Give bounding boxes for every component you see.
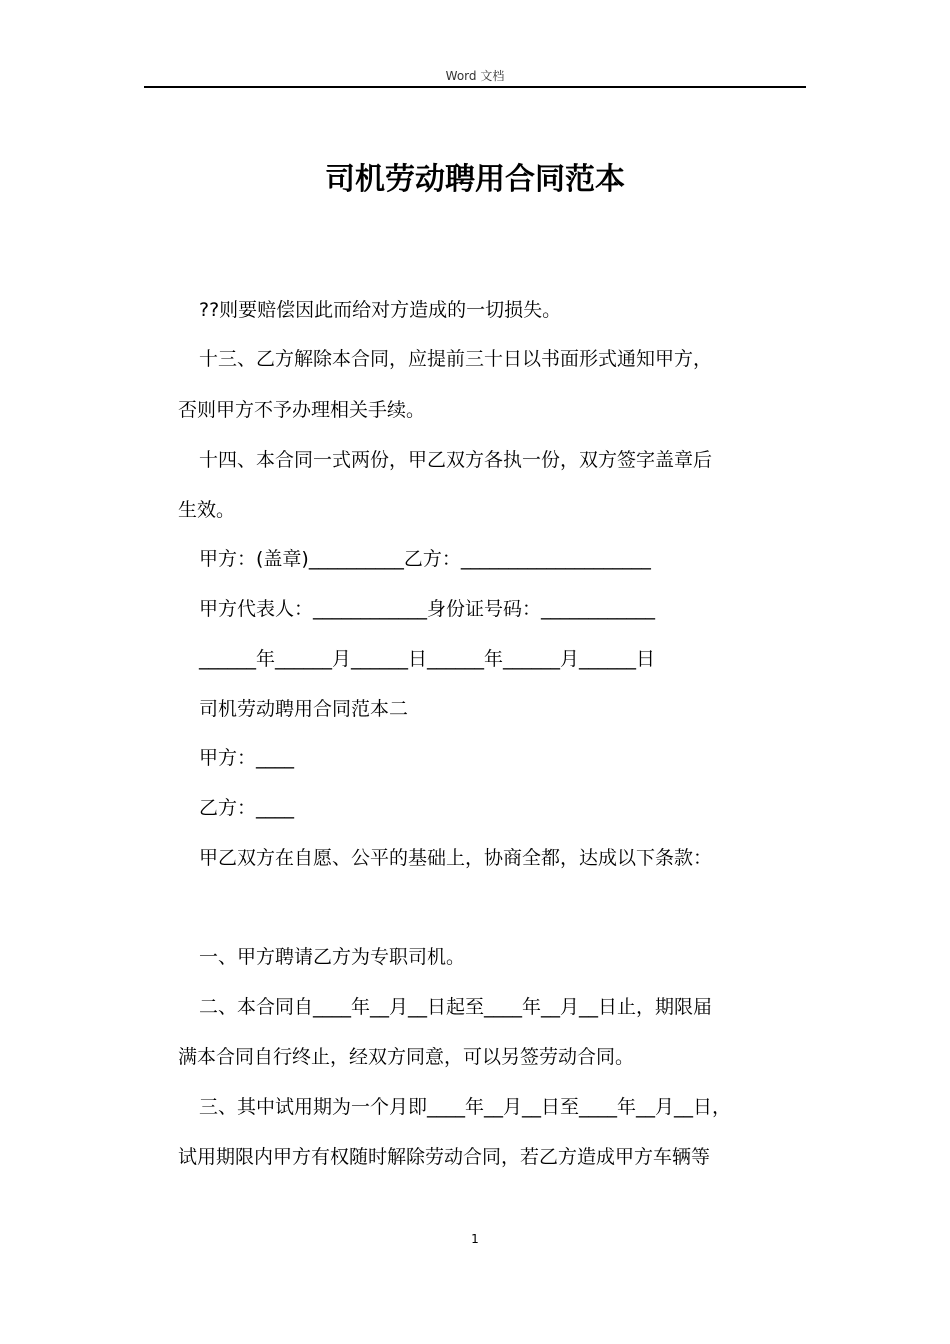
body-line: ??则要赔偿因此而给对方造成的一切损失。 — [199, 299, 562, 321]
clause-line: 一、甲方聘请乙方为专职司机。 — [199, 946, 466, 968]
body-line: 十三、乙方解除本合同，应提前三十日以书面形式通知甲方， — [199, 348, 713, 370]
body-line: 甲乙双方在自愿、公平的基础上，协商全都，达成以下条款： — [199, 847, 713, 869]
header-divider — [144, 86, 806, 88]
signature-line-representative: 甲方代表人：____________身份证号码：____________ — [199, 598, 656, 620]
clause-line: 二、本合同自____年__月__日起至____年__月__日止，期限届 — [199, 996, 713, 1018]
body-line: 生效。 — [178, 499, 236, 521]
clause-line: 满本合同自行终止，经双方同意，可以另签劳动合同。 — [178, 1046, 635, 1068]
body-line: 否则甲方不予办理相关手续。 — [178, 399, 426, 421]
clause-line: 三、其中试用期为一个月即____年__月__日至____年__月__日， — [199, 1096, 732, 1118]
signature-line-parties: 甲方：(盖章)__________乙方：____________________ — [199, 548, 651, 570]
signature-line-date: ______年______月______日______年______月______日 — [199, 648, 656, 670]
section-heading: 司机劳动聘用合同范本二 — [199, 698, 409, 720]
party-b-line: 乙方：____ — [199, 797, 295, 819]
body-line: 十四、本合同一式两份，甲乙双方各执一份，双方签字盖章后 — [199, 449, 713, 471]
document-title: 司机劳动聘用合同范本 — [325, 162, 625, 197]
party-a-line: 甲方：____ — [199, 747, 295, 769]
page-number: 1 — [471, 1232, 479, 1246]
header-text: Word 文档 — [445, 69, 505, 83]
clause-line: 试用期限内甲方有权随时解除劳动合同，若乙方造成甲方车辆等 — [178, 1146, 711, 1168]
